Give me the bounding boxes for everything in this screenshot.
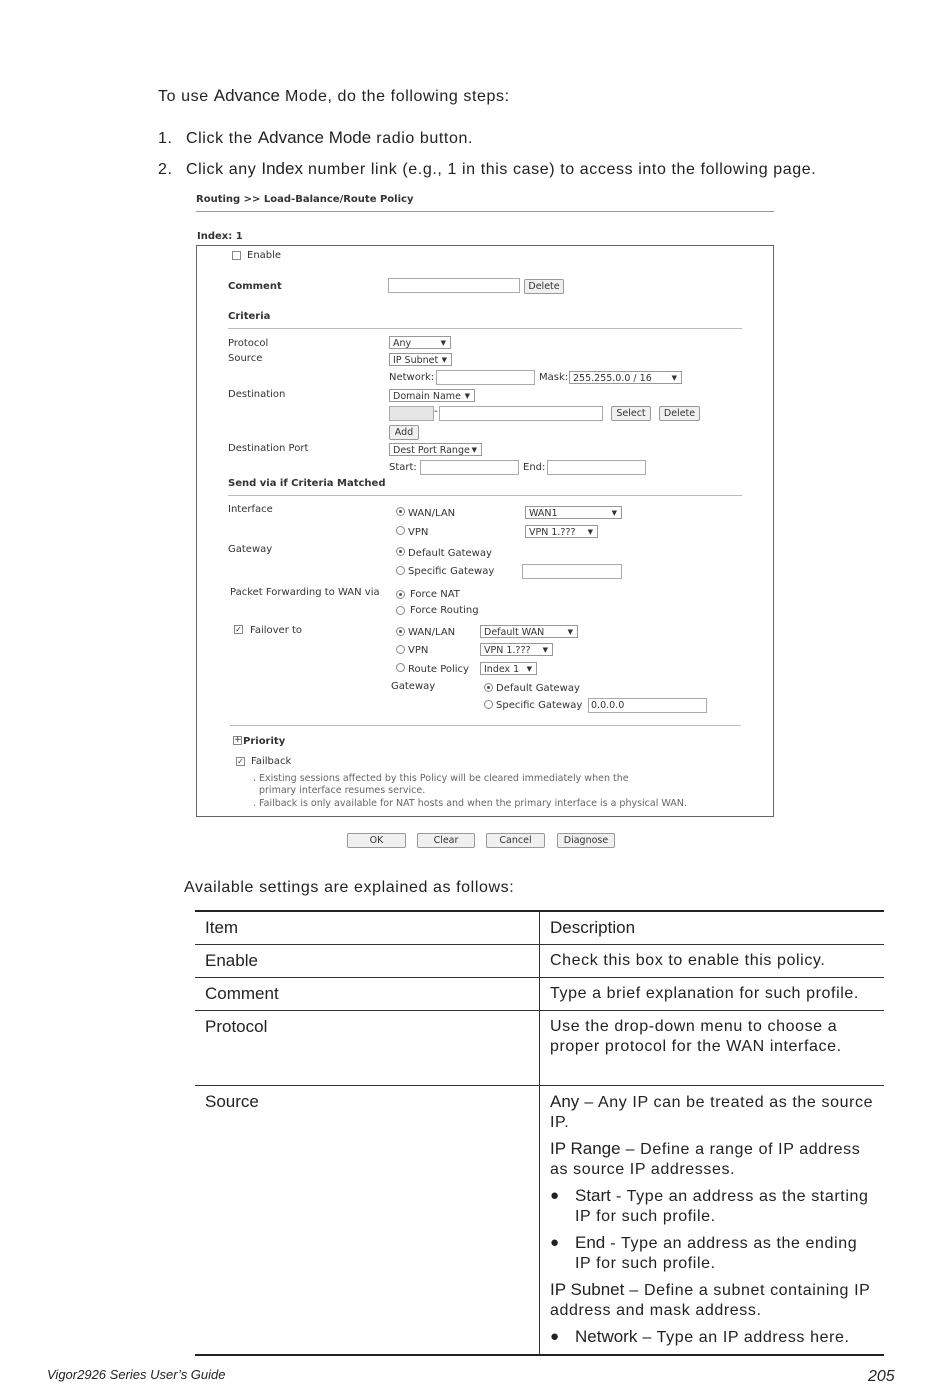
route-policy-select[interactable]: Index 1 ▼ (480, 662, 537, 675)
source-end-bullet: ● End - Type an address as the ending IP for such profile. (550, 1233, 874, 1274)
row-item: Source (195, 1086, 540, 1356)
interface-wan-lan-label: WAN/LAN (408, 508, 456, 519)
diagnose-button[interactable]: Diagnose (557, 833, 615, 848)
failover-gateway-input[interactable]: 0.0.0.0 (588, 698, 707, 713)
settings-table (195, 910, 884, 1356)
failover-vpn-label: VPN (408, 645, 429, 656)
interface-vpn-radio[interactable] (396, 526, 405, 535)
failover-label: Failover to (250, 625, 303, 636)
protocol-select[interactable]: Any ▼ (389, 336, 451, 349)
chevron-down-icon: ▼ (464, 392, 470, 400)
source-ip-range: IP Range – Define a range of IP address as source IP addresses. (550, 1139, 861, 1178)
route-policy-radio[interactable] (396, 663, 405, 672)
chevron-down-icon: ▼ (471, 446, 477, 454)
default-gateway-label: Default Gateway (408, 548, 492, 559)
end-label: End: (523, 462, 546, 473)
failback-label: Failback (251, 756, 292, 767)
failover-vpn-radio[interactable] (396, 645, 405, 654)
cancel-button[interactable]: Cancel (486, 833, 545, 848)
chevron-down-icon: ▼ (611, 509, 617, 517)
chevron-down-icon: ▼ (567, 628, 573, 636)
table-row (195, 1011, 884, 1086)
destination-prefix-input[interactable] (389, 406, 434, 421)
source-network-bullet: ● Network – Type an IP address here. (550, 1327, 874, 1348)
available-settings-text: Available settings are explained as follows: (184, 879, 515, 896)
force-nat-radio[interactable] (396, 590, 405, 599)
failover-vpn-select[interactable]: VPN 1.??? ▼ (480, 643, 553, 656)
chevron-down-icon: ▼ (440, 339, 446, 347)
default-gateway-radio[interactable] (396, 547, 405, 556)
breadcrumb-divider (196, 211, 774, 212)
source-ip-subnet: IP Subnet – Define a subnet containing IP address and mask address. (550, 1280, 871, 1319)
dash-separator: - (434, 406, 438, 417)
send-via-heading: Send via if Criteria Matched (228, 478, 386, 489)
network-input[interactable] (436, 370, 535, 385)
interface-wan-lan-radio[interactable] (396, 507, 405, 516)
row-item: Enable (195, 945, 540, 978)
criteria-divider (228, 328, 742, 329)
force-routing-label: Force Routing (410, 605, 479, 616)
intro-line: To use Advance Mode, do the following steps: (158, 86, 510, 105)
row-item: Protocol (195, 1011, 540, 1086)
network-label: Network: (389, 372, 435, 383)
dest-port-select[interactable]: Dest Port Range ▼ (389, 443, 482, 456)
comment-delete-button[interactable]: Delete (524, 279, 564, 294)
table-row (195, 945, 884, 978)
failover-checkbox[interactable]: ✓ (235, 625, 242, 634)
interface-wan-select[interactable]: WAN1 ▼ (525, 506, 622, 519)
failover-default-gateway-label: Default Gateway (496, 683, 580, 694)
header-item: Item (195, 911, 540, 945)
failover-wan-lan-label: WAN/LAN (408, 627, 456, 638)
note-line-3: . Failback is only available for NAT hosts and when the primary interface is a physical WAN. (253, 798, 687, 809)
destination-select[interactable]: Domain Name ▼ (389, 389, 475, 402)
force-nat-label: Force NAT (410, 589, 460, 600)
start-port-input[interactable] (420, 460, 519, 475)
interface-vpn-select[interactable]: VPN 1.??? ▼ (525, 525, 598, 538)
chevron-down-icon: ▼ (542, 646, 548, 654)
table-row (195, 978, 884, 1011)
step-1: 1. Click the Advance Mode radio button. (158, 128, 474, 147)
chevron-down-icon: ▼ (587, 528, 593, 536)
table-header-row (195, 911, 884, 945)
mask-label: Mask: (539, 372, 569, 383)
source-label: Source (228, 353, 263, 364)
source-any: Any – Any IP can be treated as the source IP. (550, 1092, 874, 1131)
source-start-bullet: ● Start - Type an address as the starting IP for such profile. (550, 1186, 874, 1227)
specific-gateway-radio[interactable] (396, 566, 405, 575)
table-row (195, 1086, 884, 1356)
failover-specific-gateway-radio[interactable] (484, 700, 493, 709)
index-label: Index: 1 (197, 231, 243, 242)
failover-default-gateway-radio[interactable] (484, 683, 493, 692)
route-policy-label: Route Policy (408, 664, 469, 675)
specific-gateway-label: Specific Gateway (408, 566, 495, 577)
destination-port-label: Destination Port (228, 443, 309, 454)
breadcrumb: Routing >> Load-Balance/Route Policy (196, 194, 414, 205)
specific-gateway-input[interactable] (522, 564, 622, 579)
intro-mode: Advance (213, 86, 280, 105)
priority-label: Priority (243, 736, 286, 747)
footer-page-number: 205 (868, 1368, 895, 1385)
failover-specific-gateway-label: Specific Gateway (496, 700, 583, 711)
packet-forwarding-label: Packet Forwarding to WAN via (230, 587, 380, 598)
destination-label: Destination (228, 389, 286, 400)
chevron-down-icon: ▼ (526, 665, 532, 673)
destination-add-button[interactable]: Add (389, 425, 419, 440)
plus-icon[interactable]: + (234, 735, 242, 745)
row-description: Type a brief explanation for such profile. (540, 978, 885, 1011)
destination-delete-button[interactable]: Delete (659, 406, 700, 421)
start-label: Start: (389, 462, 417, 473)
failback-checkbox[interactable]: ✓ (237, 757, 244, 766)
footer-guide: Vigor2926 Series User’s Guide (47, 1367, 226, 1382)
comment-input[interactable] (388, 278, 520, 293)
criteria-heading: Criteria (228, 311, 271, 322)
protocol-label: Protocol (228, 338, 269, 349)
step-2: 2. Click any Index number link (e.g., 1 in this case) to access into the following page. (158, 159, 817, 178)
row-description: Check this box to enable this policy. (540, 945, 885, 978)
ok-button[interactable]: OK (347, 833, 406, 848)
note-line-2: primary interface resumes service. (259, 785, 426, 796)
clear-button[interactable]: Clear (417, 833, 475, 848)
comment-label: Comment (228, 281, 282, 292)
mask-select[interactable]: 255.255.0.0 / 16 ▼ (569, 371, 682, 384)
failover-wan-lan-radio[interactable] (396, 627, 405, 636)
interface-label: Interface (228, 504, 273, 515)
failover-gateway-label: Gateway (391, 681, 436, 692)
force-routing-radio[interactable] (396, 606, 405, 615)
row-item: Comment (195, 978, 540, 1011)
note-line-1: . Existing sessions affected by this Policy will be cleared immediately when the (253, 773, 629, 784)
header-description: Description (540, 911, 885, 945)
policy-panel (196, 245, 774, 817)
end-port-input[interactable] (547, 460, 646, 475)
row-description: Use the drop-down menu to choose a proper protocol for the WAN interface. (540, 1011, 885, 1086)
priority-divider (230, 725, 741, 726)
failover-wan-select[interactable]: Default WAN ▼ (480, 625, 578, 638)
chevron-down-icon: ▼ (441, 356, 447, 364)
send-via-divider (228, 495, 742, 496)
gateway-label: Gateway (228, 544, 273, 555)
chevron-down-icon: ▼ (671, 374, 677, 382)
destination-input[interactable] (439, 406, 603, 421)
enable-checkbox[interactable] (232, 251, 241, 260)
interface-vpn-label: VPN (408, 527, 429, 538)
enable-label: Enable (247, 250, 282, 261)
destination-select-button[interactable]: Select (611, 406, 651, 421)
row-description (540, 1086, 885, 1356)
source-select[interactable]: IP Subnet ▼ (389, 353, 452, 366)
